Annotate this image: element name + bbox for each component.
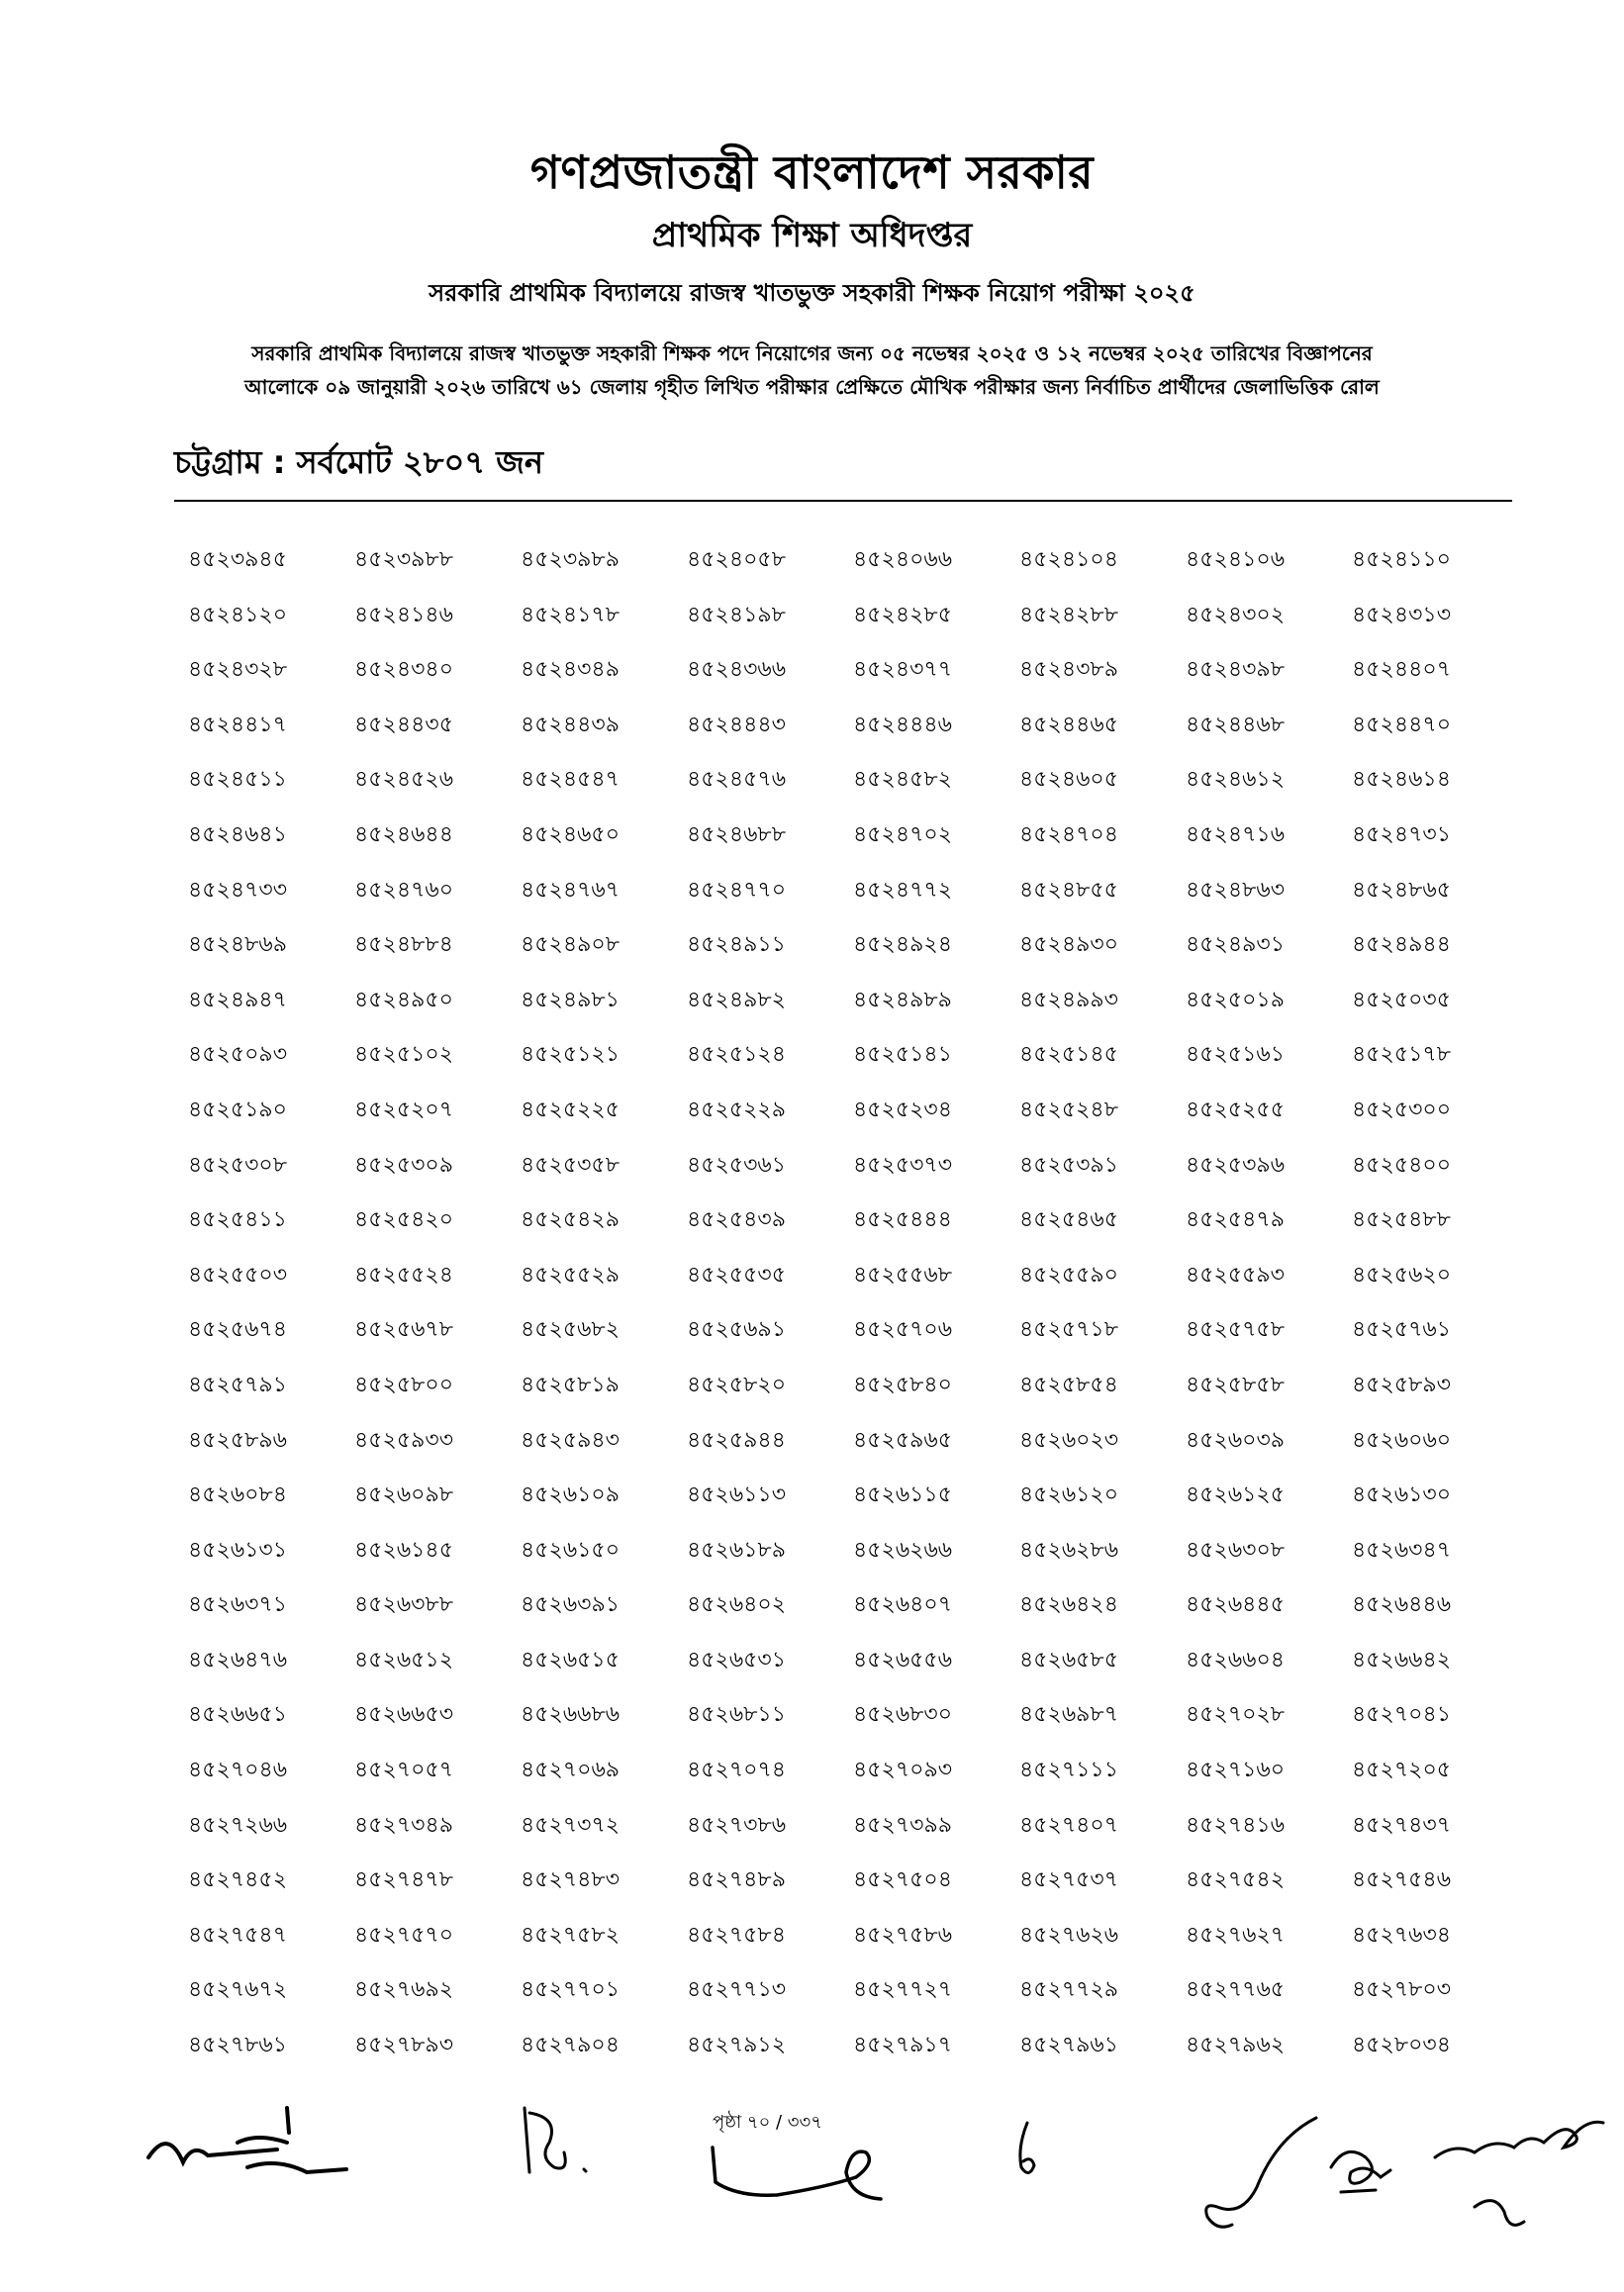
roll-number: ৪৫২৭৮৯৩ [354,2033,454,2058]
roll-number: ৪৫২৫৮৪০ [853,1372,952,1397]
roll-number: ৪৫২৭৩৪৯ [354,1812,454,1838]
roll-number: ৪৫২৫১৭৮ [1352,1042,1451,1068]
roll-number: ৪৫২৫৫৬৮ [853,1262,952,1288]
roll-number: ৪৫২৪২৮৮ [1019,602,1118,627]
roll-number: ৪৫২৪০৬৬ [853,547,953,572]
roll-number: ৪৫২৪৪৬৮ [1186,712,1285,737]
roll-number: ৪৫২৬৫১৫ [521,1647,620,1672]
roll-number: ৪৫২৫৫৩৫ [687,1262,786,1288]
roll-number: ৪৫২৬১৩০ [1352,1482,1452,1508]
roll-number: ৪৫২৬৩০৮ [1186,1537,1286,1563]
roll-number: ৪৫২৭৯৬২ [1186,2033,1286,2058]
roll-number: ৪৫২৫৯৪৪ [687,1427,786,1453]
roll-number: ৪৫২৭৫৮৬ [853,1922,953,1948]
roll-number: ৪৫২৭৭০১ [521,1977,621,2003]
roll-number: ৪৫২৬৪০২ [687,1592,787,1618]
roll-number: ৪৫২৭৯১২ [687,2033,787,2058]
roll-number: ৪৫২৪৩৪৯ [521,657,620,683]
roll-number: ৪৫২৪১২০ [188,602,288,627]
roll-number: ৪৫২৪৩০২ [1186,602,1286,627]
roll-number: ৪৫২৫১০২ [354,1042,454,1068]
roll-number: ৪৫২৬০৬০ [1352,1427,1452,1453]
roll-number: ৪৫২৭০৫৭ [354,1758,454,1783]
roll-number: ৪৫২৭০৪১ [1352,1702,1452,1728]
roll-number: ৪৫২৪৭৬০ [354,877,454,903]
roll-number: ৪৫২৪৭০৪ [1019,821,1119,847]
roll-number: ৪৫২৭৫৮২ [521,1922,621,1948]
roll-number: ৪৫২৭৭২৭ [853,1977,953,2003]
roll-number: ৪৫২৬৮৩০ [853,1702,953,1728]
roll-number: ৪৫২৫৩৯৬ [1186,1152,1286,1178]
roll-number: ৪৫২৪৪৬৫ [1019,712,1118,737]
roll-number: ৪৫২৬১০৯ [521,1482,621,1508]
roll-number: ৪৫২৪৬৮৮ [687,821,786,847]
roll-number: ৪৫২৭০৬৯ [521,1758,621,1783]
signature-2 [515,2098,604,2187]
roll-number: ৪৫২৬৮১১ [687,1702,786,1728]
roll-number: ৪৫২৫৪৩৯ [687,1207,786,1233]
roll-number: ৪৫২৬৫৮৫ [1019,1647,1118,1672]
roll-number: ৪৫২৫৩০০ [1352,1097,1452,1122]
roll-number: ৪৫২৫৩৯১ [1019,1152,1118,1178]
page-title: গণপ্রজাতন্ত্রী বাংলাদেশ সরকার [529,145,1095,199]
roll-number: ৪৫২৩৯৮৮ [354,547,453,572]
roll-number: ৪৫২৭৪৮৯ [687,1867,786,1893]
roll-number: ৪৫২৪৪৩৫ [354,712,453,737]
roll-number: ৪৫২৬১৪৫ [354,1537,453,1563]
roll-number: ৪৫২৭৯৬১ [1019,2033,1119,2058]
roll-number: ৪৫২৫৯৩৩ [354,1427,454,1453]
roll-number: ৪৫২৪৬১৪ [1352,767,1451,793]
roll-number: ৪৫২৫৪১১ [188,1207,287,1233]
roll-number: ৪৫২৬৪২৪ [1019,1592,1119,1618]
roll-number: ৪৫২৪৫৮২ [853,767,952,793]
roll-number: ৪৫২৪৭৭২ [853,877,953,903]
roll-number: ৪৫২৪৭০২ [853,821,953,847]
notice-text [0,336,1624,404]
roll-number: ৪৫২৪১১০ [1352,547,1451,572]
roll-number: ৪৫২৫০৯৩ [188,1042,288,1068]
roll-number: ৪৫২৭৪৭৮ [354,1867,454,1893]
roll-number: ৪৫২৫৩০৯ [354,1152,454,1178]
roll-number: ৪৫২৬১২০ [1019,1482,1119,1508]
roll-number: ৪৫২৭৪৮৩ [521,1867,621,1893]
roll-number: ৪৫২৫৭৬১ [1352,1317,1452,1343]
roll-number: ৪৫২৫৪০০ [1352,1152,1452,1178]
roll-number: ৪৫২৪৩২৮ [188,657,288,683]
roll-number: ৪৫২৫৪৮৮ [1352,1207,1451,1233]
roll-number: ৪৫২৪৫১১ [188,767,287,793]
notice-line-2: আলোকে ০৯ জানুয়ারী ২০২৬ তারিখে ৬১ জেলায় গৃহীত লিখিত পরীক্ষার প্রেক্ষিতে মৌখিক পরীক্ষার জন্য নির্বাচিত প্রার্থীদের জেলাভিত্তিক রোল [244,375,1380,399]
roll-number: ৪৫২৫১৪১ [853,1042,952,1068]
roll-number: ৪৫২৭১৬০ [1186,1758,1286,1783]
roll-number: ৪৫২৭৬৯২ [354,1977,454,2003]
roll-number: ৪৫২৬৩৭১ [188,1592,288,1618]
roll-number: ৪৫২৬৬৪২ [1352,1647,1452,1672]
roll-number: ৪৫২৫২২৯ [687,1097,787,1122]
roll-number: ৪৫২৬৬০৪ [1186,1647,1286,1672]
notice-line-1: সরকারি প্রাথমিক বিদ্যালয়ে রাজস্ব খাতভুক্ত সহকারী শিক্ষক পদে নিয়োগের জন্য ০৫ নভেম্বর ২০২৫ ও ১২ নভেম্বর ২০২৫ তারিখের বিজ্ঞাপনের [251,341,1373,365]
roll-number: ৪৫২৪৬৪১ [188,821,287,847]
roll-number: ৪৫২৫৪৭৯ [1186,1207,1285,1233]
exam-title: সরকারি প্রাথমিক বিদ্যালয়ে রাজস্ব খাতভুক্ত সহকারী শিক্ষক নিয়োগ পরীক্ষা ২০২৫ [429,279,1195,307]
roll-number: ৪৫২৭৬২৬ [1019,1922,1119,1948]
roll-number: ৪৫২৫৬৮২ [521,1317,621,1343]
roll-number: ৪৫২৬৩৪৭ [1352,1537,1452,1563]
roll-number: ৪৫২৭৫৪২ [1186,1867,1286,1893]
roll-number: ৪৫২৫২২৫ [521,1097,621,1122]
roll-number: ৪৫২৪৭৭০ [687,877,787,903]
roll-number: ৪৫২৫১২৪ [687,1042,786,1068]
roll-number: ৪৫২৪৩১৩ [1352,602,1452,627]
roll-number: ৪৫২৬৩৯১ [521,1592,621,1618]
roll-number: ৪৫২৪১৭৮ [521,602,620,627]
roll-number: ৪৫২৪৫২৬ [354,767,454,793]
roll-number: ৪৫২৬৬৫৩ [354,1702,454,1728]
roll-number: ৪৫২৬২৬৬ [853,1537,953,1563]
roll-number: ৪৫২৬১২৫ [1186,1482,1286,1508]
roll-number: ৪৫২৭৫৪৬ [1352,1867,1452,1893]
roll-number: ৪৫২৭৭২৯ [1019,1977,1119,2003]
roll-number: ৪৫২৫৬২০ [1352,1262,1452,1288]
roll-number: ৪৫২৫২০৭ [354,1097,454,1122]
roll-number: ৪৫২৭৭১৩ [687,1977,787,2003]
roll-number: ৪৫২৫৩০৮ [188,1152,288,1178]
roll-number: ৪৫২৭৮০৩ [1352,1977,1452,2003]
roll-number: ৪৫২৭০৯৩ [853,1758,953,1783]
roll-number: ৪৫২৭৪৫২ [188,1867,288,1893]
roll-number: ৪৫২৬০৮৪ [188,1482,288,1508]
roll-number: ৪৫২৪৯৪৪ [1352,932,1451,958]
roll-number-grid [188,542,1518,2083]
roll-number: ৪৫২৪৫৪৭ [521,767,620,793]
roll-number: ৪৫২৪৬৫০ [521,821,621,847]
roll-number: ৪৫২৫৮১৯ [521,1372,620,1397]
roll-number: ৪৫২৭২৬৬ [188,1812,288,1838]
roll-number: ৪৫২৫৮৯৬ [188,1427,287,1453]
roll-number: ৪৫২৭৬৭২ [188,1977,288,2003]
roll-number: ৪৫২৭৬৩৪ [1352,1922,1452,1948]
roll-number: ৪৫২৬০২৩ [1019,1427,1119,1453]
roll-number: ৪৫২৪৯১১ [687,932,786,958]
roll-number: ৪৫২৪৯৮২ [687,987,786,1012]
signature-6 [1321,2133,1400,2202]
roll-number: ৪৫২৭৪০৭ [1019,1812,1119,1838]
roll-number: ৪৫২৭০৪৬ [188,1758,288,1783]
roll-number: ৪৫২৪১৪৬ [354,602,453,627]
roll-number: ৪৫২৪৮৬৫ [1352,877,1451,903]
roll-number: ৪৫২৬৬৫১ [188,1702,288,1728]
roll-number: ৪৫২৮০৩৪ [1352,2033,1452,2058]
roll-number: ৪৫২৭৫৭০ [354,1922,454,1948]
roll-number: ৪৫২৪৯৯৩ [1019,987,1118,1012]
roll-number: ৪৫২৫৫৯০ [1019,1262,1118,1288]
roll-number: ৪৫২৪৯০৮ [521,932,620,958]
roll-number: ৪৫২৪২৮৫ [853,602,952,627]
roll-number: ৪৫২৪৯৮১ [521,987,620,1012]
roll-number: ৪৫২৫২৪৮ [1019,1097,1118,1122]
roll-number: ৪৫২৫৪২৯ [521,1207,620,1233]
roll-number: ৪৫২৫০১৯ [1186,987,1285,1012]
roll-number: ৪৫২৪৯৩০ [1019,932,1119,958]
roll-number: ৪৫২৬০৩৯ [1186,1427,1286,1453]
roll-number: ৪৫২৪১০৪ [1019,547,1118,572]
roll-number: ৪৫২৭৮৬১ [188,2033,288,2058]
roll-number: ৪৫২৪৭৩৩ [188,877,288,903]
roll-number: ৪৫২৭৯০৪ [521,2033,621,2058]
roll-number: ৪৫২৭১১১ [1019,1758,1118,1783]
roll-number: ৪৫২৪৮৫৫ [1019,877,1118,903]
roll-number: ৪৫২৫৯৪৩ [521,1427,620,1453]
roll-number: ৪৫২৫৩৬১ [687,1152,787,1178]
roll-number: ৪৫২৫৫০৩ [188,1262,288,1288]
roll-number: ৪৫২৫৮৫৪ [1019,1372,1118,1397]
district-heading: চট্টগ্রাম : সর্বমোট ২৮০৭ জন [174,443,544,481]
roll-number: ৪৫২৭৫৪৭ [188,1922,288,1948]
roll-number: ৪৫২৫৫২৯ [521,1262,620,1288]
roll-number: ৪৫২৫৮৯৩ [1352,1372,1451,1397]
roll-number: ৪৫২৬১১৩ [687,1482,787,1508]
roll-number: ৪৫২৪৫৭৬ [687,767,787,793]
roll-number: ৪৫২৭০২৮ [1186,1702,1286,1728]
roll-number: ৪৫২৪৭৩১ [1352,821,1452,847]
roll-number: ৪৫২৪৯৩১ [1186,932,1285,958]
roll-number: ৪৫২৬২৮৬ [1019,1537,1119,1563]
roll-number: ৪৫২৬৬৮৬ [521,1702,621,1728]
roll-number: ৪৫২৫৪২০ [354,1207,454,1233]
roll-number: ৪৫২৭৭৬৫ [1186,1977,1286,2003]
roll-number: ৪৫২৭৫০৪ [853,1867,953,1893]
roll-number: ৪৫২৪৩৭৭ [853,657,953,683]
roll-number: ৪৫২৬১৮৯ [687,1537,786,1563]
roll-number: ৪৫২৪৯২৪ [853,932,952,958]
roll-number: ৪৫২৪৮৬৩ [1186,877,1286,903]
roll-number: ৪৫২৪৪০৭ [1352,657,1452,683]
roll-number: ৪৫২৬৫৫৬ [853,1647,953,1672]
roll-number: ৪৫২৫৮৫৮ [1186,1372,1285,1397]
roll-number: ৪৫২৬৫১২ [354,1647,454,1672]
roll-number: ৪৫২৪৪৪৬ [853,712,952,737]
roll-number: ৪৫২৫৮২০ [687,1372,787,1397]
page-number: পৃষ্ঠা ৭০ / ৩৩৭ [713,2112,822,2133]
roll-number: ৪৫২৫৫২৪ [354,1262,453,1288]
roll-number: ৪৫২৬৪৪৫ [1186,1592,1285,1618]
roll-number: ৪৫২৪০৫৮ [687,547,786,572]
roll-number: ৪৫২৫২৫৫ [1186,1097,1285,1122]
roll-number: ৪৫২৪৩৪০ [354,657,454,683]
roll-number: ৪৫২৫৪৪৪ [853,1207,952,1233]
roll-number: ৪৫২৪৯৪৭ [188,987,287,1012]
roll-number: ৪৫২৫৬৭৪ [188,1317,288,1343]
roll-number: ৪৫২৬১৫০ [521,1537,621,1563]
roll-number: ৪৫২৬৪৭৬ [188,1647,288,1672]
roll-number: ৪৫২৭৪৩৭ [1352,1812,1452,1838]
roll-number: ৪৫২৪৬৪৪ [354,821,453,847]
roll-number: ৪৫২৪৮৬৯ [188,932,287,958]
roll-number: ৪৫২৩৯৮৯ [521,547,620,572]
roll-number: ৪৫২৫৬৭৮ [354,1317,454,1343]
signature-3 [708,2128,906,2217]
roll-number: ৪৫২৭৫৩৭ [1019,1867,1119,1893]
roll-number: ৪৫২৫৯৬৫ [853,1427,952,1453]
roll-number: ৪৫২৪৭৬৭ [521,877,621,903]
roll-number: ৪৫২৬০৯৮ [354,1482,454,1508]
roll-number: ৪৫২৭৩৭২ [521,1812,621,1838]
roll-number: ৪৫২৪৯৫০ [354,987,453,1012]
roll-number: ৪৫২৫৭৯১ [188,1372,287,1397]
roll-number: ৪৫২৭৫৮৪ [687,1922,786,1948]
roll-number: ৪৫২৭৩৯৯ [853,1812,953,1838]
roll-number: ৪৫২৭৬২৭ [1186,1922,1286,1948]
signature-4 [1009,2118,1049,2187]
roll-number: ৪৫২৭২০৫ [1352,1758,1452,1783]
roll-number: ৪৫২৫৫৯৩ [1186,1262,1285,1288]
roll-number: ৪৫২৪৬০৫ [1019,767,1119,793]
roll-number: ৪৫২৫৮০০ [354,1372,454,1397]
roll-number: ৪৫২৬১৩১ [188,1537,288,1563]
roll-number: ৪৫২৫৬৯১ [687,1317,786,1343]
roll-number: ৪৫২৬৯৮৭ [1019,1702,1119,1728]
roll-number: ৪৫২৪৩৮৯ [1019,657,1118,683]
roll-number: ৪৫২৪৮৮৪ [354,932,453,958]
signature-5 [1188,2108,1326,2237]
roll-number: ৪৫২৫৩৫৮ [521,1152,620,1178]
roll-number: ৪৫২৪১০৬ [1186,547,1286,572]
roll-number: ৪৫২৬৫৩১ [687,1647,787,1672]
roll-number: ৪৫২৪৪১৭ [188,712,287,737]
roll-number: ৪৫২৫৩৭৩ [853,1152,953,1178]
roll-number: ৪৫২৫২৩৪ [853,1097,953,1122]
roll-number: ৪৫২৭৪১৬ [1186,1812,1286,1838]
roll-number: ৪৫২৬১১৫ [853,1482,952,1508]
roll-number: ৪৫২৬৪০৭ [853,1592,953,1618]
roll-number: ৪৫২৫০৩৫ [1352,987,1452,1012]
roll-number: ৪৫২৬৩৮৮ [354,1592,454,1618]
roll-number: ৪৫২৫১৪৫ [1019,1042,1118,1068]
roll-number: ৪৫২৪৯৮৯ [853,987,952,1012]
roll-number: ৪৫২৫৭০৬ [853,1317,953,1343]
roll-number: ৪৫২৪৪৩৯ [521,712,620,737]
roll-number: ৪৫২৪১৯৮ [687,602,786,627]
roll-number: ৪৫২৫৪৬৫ [1019,1207,1118,1233]
signature-1 [139,2088,356,2197]
roll-number: ৪৫২৫৭৫৮ [1186,1317,1285,1343]
roll-number: ৪৫২৪৬১২ [1186,767,1286,793]
roll-number: ৪৫২৭৩৮৬ [687,1812,787,1838]
roll-number: ৪৫২৫১৯০ [188,1097,287,1122]
roll-number: ৪৫২৭৯১৭ [853,2033,953,2058]
roll-number: ৪৫২৭০৭৪ [687,1758,787,1783]
roll-number: ৪৫২৪৪৭০ [1352,712,1452,737]
roll-number: ৪৫২৪৩৬৬ [687,657,787,683]
roll-number: ৪৫২৬৪৪৬ [1352,1592,1452,1618]
roll-number: ৪৫২৪৭১৬ [1186,821,1286,847]
roll-number: ৪৫২৫৭১৮ [1019,1317,1118,1343]
roll-number: ৪৫২৫১৬১ [1186,1042,1285,1068]
heading-divider [174,500,1512,502]
signature-7 [1425,2098,1613,2246]
department-name: প্রাথমিক শিক্ষা অধিদপ্তর [651,216,973,255]
roll-number: ৪৫২৩৯৪৫ [188,547,287,572]
roll-number: ৪৫২৪৩৯৮ [1186,657,1285,683]
roll-number: ৪৫২৪৪৪৩ [687,712,786,737]
roll-number: ৪৫২৫১২১ [521,1042,620,1068]
